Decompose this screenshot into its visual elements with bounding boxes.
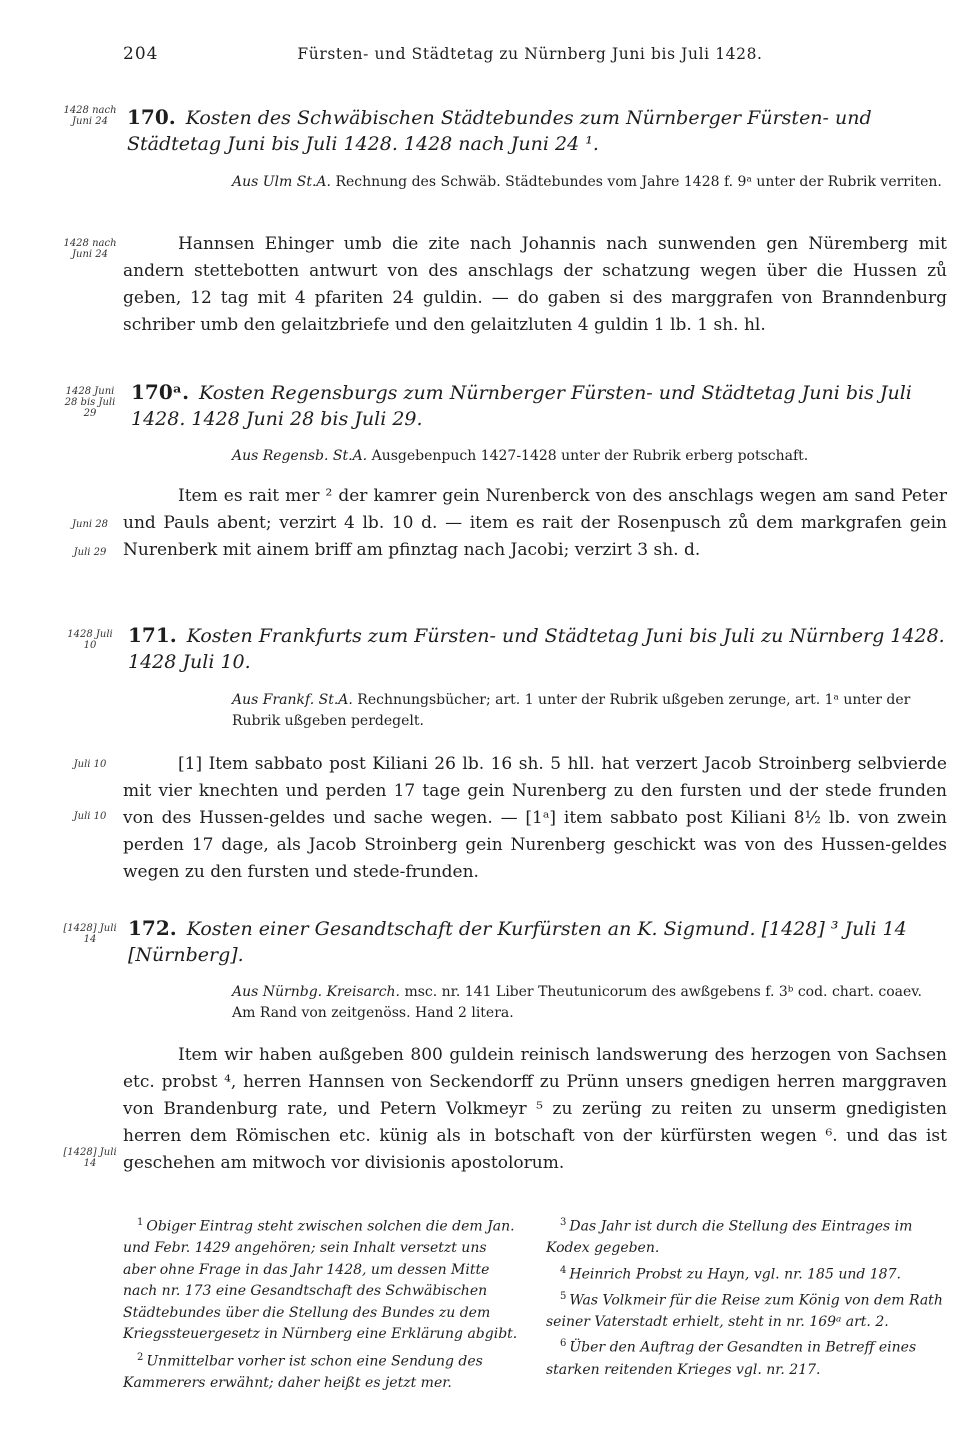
entry-text: Item wir haben außgeben 800 guldein reinisch landswerung des herzogen von Sachsen etc. probst ⁴, herren Hannsen von Seckendorff zu Prünn unsers gnedigen herren marggraven von Brandenburg rate, und Petern Volkmeyr ⁵ zu zerüng zu reiten zu unserm gnedigisten herren dem Römischen etc. künig als in botschaft von der kürfürsten wegen ⁶. und das ist geschehen am mitwoch vor divisionis apostolorum. xyxy=(123,1045,947,1173)
margin-date: Juli 29 xyxy=(73,547,107,558)
running-title: Fürsten- und Städtetag zu Nürnberg Juni bis Juli 1428. xyxy=(297,45,763,63)
entry-text: Hannsen Ehinger umb die zite nach Johannis nach sunwenden gen Nüremberg mit andern stettebotten antwurt von des anschlags der schatzung wegen über die Hussen zů geben, 12 tag mit 4 pfariten 24 guldin. — do gaben si des marggrafen von Branndenburg schriber umb den gelaitzbriefe und den gelaitzluten 4 guldin 1 lb. 1 sh. hl. xyxy=(123,234,947,335)
entry-number: 170ᵃ. xyxy=(131,380,190,404)
entry-number: 170. xyxy=(127,105,176,129)
footnote: $^4$ Heinrich Probst zu Hayn, vgl. nr. 185 und 187. xyxy=(560,1264,901,1283)
source-detail: msc. nr. 141 Liber Theutunicorum des awßgebens f. 3ᵇ cod. chart. coaev. Am Rand von zeitgenöss. Hand 2 litera. xyxy=(232,984,922,1021)
source-note xyxy=(232,446,947,467)
source-archive: Aus Nürnbg. Kreisarch. xyxy=(232,984,401,1000)
margin-date: Juli 10 xyxy=(73,811,107,822)
entry-text: Item es rait mer ² der kamrer gein Nurenberck von des anschlags wegen am sand Peter und Pauls abent; verzirt 4 lb. 10 d. — item es rait der Rosenpusch zů dem markgrafen gein Nurenberk mit ainem briff am pfinztag nach Jacobi; verzirt 3 sh. d. xyxy=(123,486,947,560)
source-note xyxy=(232,982,947,1024)
footnote: $^5$ Was Volkmeir für die Reise zum König von dem Rath seiner Vaterstadt erhielt, steht in nr. 169ᵃ art. 2. xyxy=(546,1290,943,1330)
source-note xyxy=(232,690,947,732)
entry-title-text: Kosten Regensburgs zum Nürnberger Fürsten- und Städtetag Juni bis Juli 1428. 1428 Juni 28 bis Juli 29. xyxy=(131,382,912,430)
page-number: 204 xyxy=(123,44,159,64)
footnote-column-left xyxy=(123,1212,520,1394)
footnote: $^1$ Obiger Eintrag steht zwischen solchen die dem Jan. und Febr. 1429 angehören; sein Inhalt versetzt uns aber ohne Frage in das Jahr 1428, um dessen Mitte nach nr. 173 eine Gesandtschaft des Schwäbischen Städtebundes über die Stellung des Bundes zu dem Kriegssteuergesetz in Nürnberg eine Erklärung abgibt. xyxy=(123,1217,518,1343)
entry-title xyxy=(128,622,947,675)
margin-date: 1428 nach Juni 24 xyxy=(63,238,117,260)
footnote: $^2$ Unmittelbar vorher ist schon eine Sendung des Kammerers erwähnt; daher heißt es jetzt mer. xyxy=(123,1351,483,1391)
margin-date: [1428] Juli 14 xyxy=(63,923,117,945)
entry-number: 171. xyxy=(128,623,177,647)
margin-date: Juli 10 xyxy=(73,759,107,770)
margin-date: 1428 Juli 10 xyxy=(67,629,113,651)
margin-date: Juni 28 xyxy=(72,519,108,530)
margin-date: 1428 nach Juni 24 xyxy=(63,105,117,127)
page-header xyxy=(0,44,960,68)
footnote: $^6$ Über den Auftrag der Gesandten in Betreff eines starken reitenden Krieges vgl. nr. 217. xyxy=(546,1338,917,1378)
entry-title-text: Kosten des Schwäbischen Städtebundes zum Nürnberger Fürsten- und Städtetag Juni bis Juli 1428. 1428 nach Juni 24 ¹. xyxy=(127,107,872,155)
entry-number: 172. xyxy=(128,916,177,940)
source-detail: Rechnungsbücher; art. 1 unter der Rubrik ußgeben zerunge, art. 1ᵃ unter der Rubrik ußgeben perdegelt. xyxy=(232,692,911,729)
source-detail: Rechnung des Schwäb. Städtebundes vom Jahre 1428 f. 9ᵃ unter der Rubrik verriten. xyxy=(331,174,942,190)
margin-date: [1428] Juli 14 xyxy=(63,1147,117,1169)
source-note xyxy=(232,172,947,193)
margin-date: 1428 Juni 28 bis Juli 29 xyxy=(64,386,116,419)
entry-title xyxy=(127,104,947,157)
source-archive: Aus Regensb. St.A. xyxy=(232,448,368,464)
entry-title xyxy=(128,915,947,968)
entry-title xyxy=(131,379,947,432)
entry-title-text: Kosten Frankfurts zum Fürsten- und Städtetag Juni bis Juli zu Nürnberg 1428. 1428 Juli 10. xyxy=(128,625,945,673)
footnote: $^3$ Das Jahr ist durch die Stellung des Eintrages im Kodex gegeben. xyxy=(546,1217,913,1257)
source-archive: Aus Frankf. St.A. xyxy=(232,692,353,708)
entry-text: [1] Item sabbato post Kiliani 26 lb. 16 sh. 5 hll. hat verzert Jacob Stroinberg selbvierde mit vier knechten und perden 17 tage gein Nurenberg zu den fursten und der stede frunden von des Hussen-geldes und sache wegen. — [1ᵃ] item sabbato post Kiliani 8½ lb. von zwein perden 17 dage, als Jacob Stroinberg gein Nurenberg geschickt was von des Hussen-geldes wegen zu den fursten und stede-frunden. xyxy=(123,754,947,882)
source-detail: Ausgebenpuch 1427-1428 unter der Rubrik erberg potschaft. xyxy=(367,448,809,464)
entry-title-text: Kosten einer Gesandtschaft der Kurfürsten an K. Sigmund. [1428] ³ Juli 14 [Nürnberg]. xyxy=(128,918,907,966)
source-archive: Aus Ulm St.A. xyxy=(232,174,331,190)
footnote-column-right xyxy=(546,1212,946,1381)
